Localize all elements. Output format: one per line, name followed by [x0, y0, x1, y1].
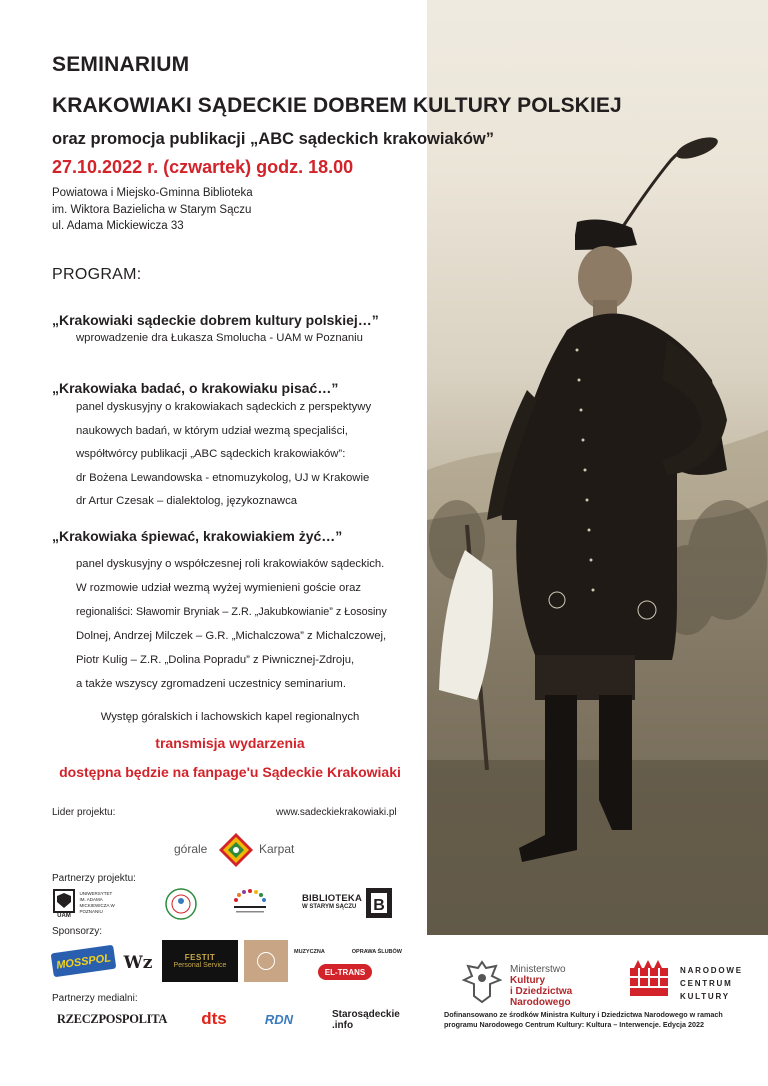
dots-circle-icon [224, 887, 276, 919]
sponsor-square-logo [244, 940, 288, 982]
rdn-text: RDN [264, 1011, 294, 1027]
partners-label: Partnerzy projektu: [52, 873, 136, 884]
transmission-heading: transmisja wydarzenia [155, 735, 305, 751]
dts-logo [194, 1006, 234, 1032]
eltrans-logo [318, 964, 372, 980]
nck-name [680, 964, 743, 1003]
funding-note: Dofinansowano ze środków Ministra Kultury i Dziedzictwa Narodowego w ramach programu Narodowego Centrum Kultury: Kultura – Interwencje. Edycja 2022 [444, 1010, 723, 1029]
venue-address [52, 185, 253, 235]
rzeczpospolita-logo [52, 1008, 172, 1030]
gorale-emblem-icon [218, 832, 254, 868]
partner-round-logo [162, 886, 200, 922]
transmission-details: dostępna będzie na fanpage'u Sądeckie Krakowiaki [59, 764, 401, 780]
program-item-line: panel dyskusyjny o krakowiakach sądeckich z perspektywy [76, 401, 372, 413]
svg-text:B: B [373, 897, 385, 914]
uam-crest-icon [51, 888, 77, 918]
program-item-line: Dolnej, Andrzej Milczek – G.R. „Michalczowa” z Michalczowej, [76, 630, 387, 642]
sponsor-emblem-icon [257, 952, 275, 970]
nck-logo [630, 958, 750, 1008]
uam-text: UNIWERSYTET IM. ADAMA MICKIEWICZA W POZNANIU [79, 891, 115, 914]
festit-logo [162, 940, 238, 982]
gorale-karpat-logo [174, 832, 314, 866]
media-partners-label: Partnerzy medialni: [52, 993, 138, 1004]
festit-tagline: Personal Service [173, 962, 227, 969]
wz-logo [120, 948, 156, 978]
program-item-line: Piotr Kulig – Z.R. „Dolina Popradu” z Piwnicznej-Zdroju, [76, 654, 355, 666]
program-item-description [76, 327, 398, 351]
eltrans-text: EL-TRANS [324, 967, 366, 977]
rzeczpospolita-text: RZECZPOSPOLITA [56, 1011, 168, 1026]
program-item-title: „Krakowiaka badać, o krakowiaku pisać…” [52, 380, 339, 396]
muzyczna-text: MUZYCZNA [294, 949, 325, 955]
event-type-heading: SEMINARIUM [52, 53, 190, 76]
library-b-icon [366, 888, 392, 918]
ministry-line: i Dziedzictwa [510, 986, 573, 997]
sponsors-label: Sponsorzy: [52, 926, 103, 937]
ministry-line: Kultury [510, 975, 545, 986]
address-line: Powiatowa i Miejsko-Gminna Biblioteka [52, 187, 253, 199]
program-item-line: panel dyskusyjny o współczesnej roli krakowiaków sądeckich. [76, 558, 385, 570]
performance-note: Występ góralskich i lachowskich kapel regionalnych [100, 711, 360, 723]
cultural-center-logo [222, 886, 278, 920]
nck-line: CENTRUM [680, 979, 733, 988]
oprawa-logo [294, 944, 402, 960]
ministry-name [510, 964, 572, 1008]
logo-text-left: górale [174, 842, 208, 856]
uam-logo [50, 886, 120, 920]
event-date: 27.10.2022 r. (czwartek) godz. 18.00 [52, 157, 354, 177]
library-name: BIBLIOTEKA [302, 893, 363, 904]
program-item-line: dr Artur Czesak – dialektolog, językoznawca [76, 495, 298, 507]
program-item-line: dr Bożena Lewandowska - etnomuzykolog, UJ w Krakowie [76, 471, 370, 484]
library-location: W STARYM SĄCZU [302, 904, 357, 910]
mosspol-logo [52, 938, 114, 984]
ministry-line: Narodowego [510, 997, 571, 1008]
address-line: ul. Adama Mickiewicza 33 [52, 220, 184, 232]
nck-line: KULTURY [680, 992, 730, 1001]
eagle-icon [460, 958, 504, 1006]
program-item-line: współtwórcy publikacji „ABC sądeckich krakowiaków”: [76, 448, 346, 460]
program-item-line: naukowych badań, w którym udział wezmą specjaliści, [76, 424, 348, 437]
event-subtitle: oraz promocja publikacji „ABC sądeckich krakowiaków” [52, 130, 494, 148]
program-heading: PROGRAM: [52, 266, 142, 283]
starosadeckie-text: Starosądeckie [332, 1009, 400, 1020]
event-title: KRAKOWIAKI SĄDECKIE DOBREM KULTURY POLSKIEJ [52, 94, 622, 117]
dts-text: dts [201, 1009, 227, 1028]
funding-footer [440, 950, 768, 1086]
program-item-line: W rozmowie udział wezmą wyżej wymienieni goście oraz [76, 582, 362, 594]
library-logo [302, 886, 402, 920]
festit-name: FESTIT [184, 953, 216, 962]
program-item-line: regionaliści: Sławomir Bryniak – Z.R. „Jakubkowianie” z Łososiny [76, 606, 387, 618]
round-seal-icon [164, 887, 198, 921]
wz-text: Wz [123, 953, 153, 973]
oprawa-text: OPRAWA ŚLUBÓW [351, 949, 402, 955]
starosadeckie-domain: .info [332, 1020, 354, 1031]
program-item-description [76, 552, 398, 696]
program-item-title: „Krakowiaka śpiewać, krakowiakiem żyć…” [52, 528, 343, 544]
address-line: im. Wiktora Bazielicha w Starym Sączu [52, 203, 252, 216]
ministry-logo [460, 958, 610, 1008]
website-link[interactable]: www.sadeckiekrakowiaki.pl [276, 807, 397, 818]
nck-line: NARODOWE [680, 966, 743, 975]
mosspol-text: MOSSPOL [55, 952, 112, 972]
program-item-line: a także wszyscy zgromadzeni uczestnicy seminarium. [76, 678, 346, 690]
starosadeckie-logo [332, 1006, 402, 1034]
program-item-line: wprowadzenie dra Łukasza Smolucha - UAM w Poznaniu [76, 332, 363, 344]
nck-emblem-icon [630, 958, 670, 998]
ministry-line: Ministerstwo [510, 964, 566, 975]
program-item-title: „Krakowiaki sądeckie dobrem kultury polskiej…” [52, 312, 379, 328]
svg-text:UAM: UAM [56, 913, 71, 918]
project-leader-label: Lider projektu: [52, 807, 116, 818]
program-item-description [76, 396, 398, 514]
logo-text-right: Karpat [259, 842, 295, 856]
rdn-logo [258, 1004, 300, 1034]
